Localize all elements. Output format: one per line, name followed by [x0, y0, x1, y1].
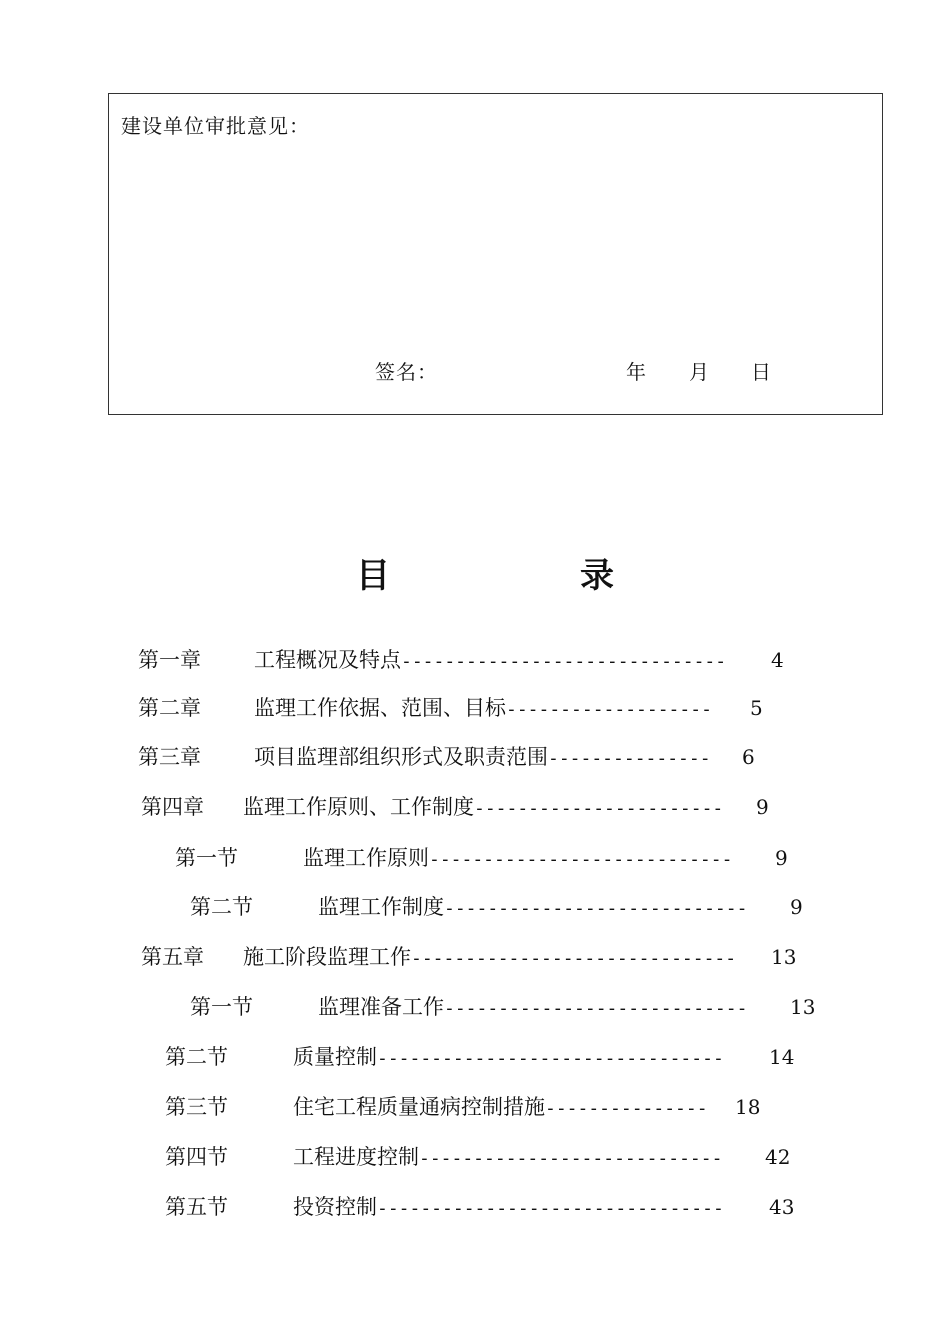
toc-entry-label: 第二节 — [165, 1045, 228, 1069]
toc-entry-page: 9 — [790, 895, 803, 919]
toc-entry-page: 9 — [756, 795, 769, 819]
toc-entry-leader: -------------------------------- — [377, 1198, 724, 1219]
toc-entry-title: 质量控制 — [293, 1045, 377, 1069]
toc-entry-title: 监理工作制度 — [318, 895, 444, 919]
toc-entry-page: 6 — [742, 745, 755, 769]
toc-entry-page: 42 — [765, 1145, 791, 1169]
toc-entry-leader: ----------------------- — [474, 798, 724, 819]
toc-entry-label: 第五章 — [141, 945, 204, 969]
toc-entry-leader: ------------------------------ — [411, 948, 737, 969]
toc-entry-page: 13 — [790, 995, 816, 1019]
toc-entry-label: 第一节 — [190, 995, 253, 1019]
toc-entry-label: 第五节 — [165, 1195, 228, 1219]
toc-entry-title: 项目监理部组织形式及职责范围 — [254, 745, 548, 769]
toc-entry-title: 监理工作依据、范围、目标 — [254, 696, 506, 720]
toc-title-right: 录 — [580, 556, 614, 596]
toc-entry-leader: ---------------------------- — [444, 998, 748, 1019]
toc-entry-leader: ---------------------------- — [429, 849, 733, 870]
toc-entry-title: 监理工作原则、工作制度 — [243, 795, 474, 819]
toc-entry-label: 第四章 — [141, 795, 204, 819]
toc-entry-label: 第一章 — [138, 648, 201, 672]
toc-entry-leader: --------------- — [545, 1098, 708, 1119]
toc-entry-leader: ---------------------------- — [419, 1148, 723, 1169]
approval-box — [108, 93, 883, 415]
toc-entry-title: 施工阶段监理工作 — [243, 945, 411, 969]
toc-entry-page: 43 — [769, 1195, 795, 1219]
toc-entry-title: 工程概况及特点 — [254, 648, 401, 672]
toc-entry-label: 第四节 — [165, 1145, 228, 1169]
signature-label: 签名： — [375, 360, 438, 384]
toc-entry-title: 监理工作原则 — [303, 846, 429, 870]
toc-entry-leader: ---------------------------- — [444, 898, 748, 919]
toc-title-left: 目 — [356, 556, 390, 596]
toc-entry-label: 第一节 — [175, 846, 238, 870]
toc-entry-page: 4 — [771, 648, 784, 672]
toc-entry-label: 第三节 — [165, 1095, 228, 1119]
day-label: 日 — [751, 360, 771, 384]
toc-entry-leader: ------------------- — [506, 699, 712, 720]
toc-entry-label: 第三章 — [138, 745, 201, 769]
toc-entry-title: 监理准备工作 — [318, 995, 444, 1019]
toc-entry-label: 第二章 — [138, 696, 201, 720]
toc-entry-leader: --------------- — [548, 748, 711, 769]
approval-label: 建设单位审批意见： — [121, 114, 310, 138]
toc-entry-title: 投资控制 — [293, 1195, 377, 1219]
year-label: 年 — [626, 360, 646, 384]
toc-entry-leader: -------------------------------- — [377, 1048, 724, 1069]
toc-entry-page: 14 — [769, 1045, 795, 1069]
toc-entry-title: 工程进度控制 — [293, 1145, 419, 1169]
toc-entry-page: 9 — [775, 846, 788, 870]
toc-entry-leader: ------------------------------ — [401, 651, 727, 672]
toc-entry-title: 住宅工程质量通病控制措施 — [293, 1095, 545, 1119]
toc-entry-page: 18 — [735, 1095, 761, 1119]
toc-entry-label: 第二节 — [190, 895, 253, 919]
toc-entry-page: 5 — [750, 696, 763, 720]
month-label: 月 — [689, 360, 709, 384]
toc-entry-page: 13 — [771, 945, 797, 969]
